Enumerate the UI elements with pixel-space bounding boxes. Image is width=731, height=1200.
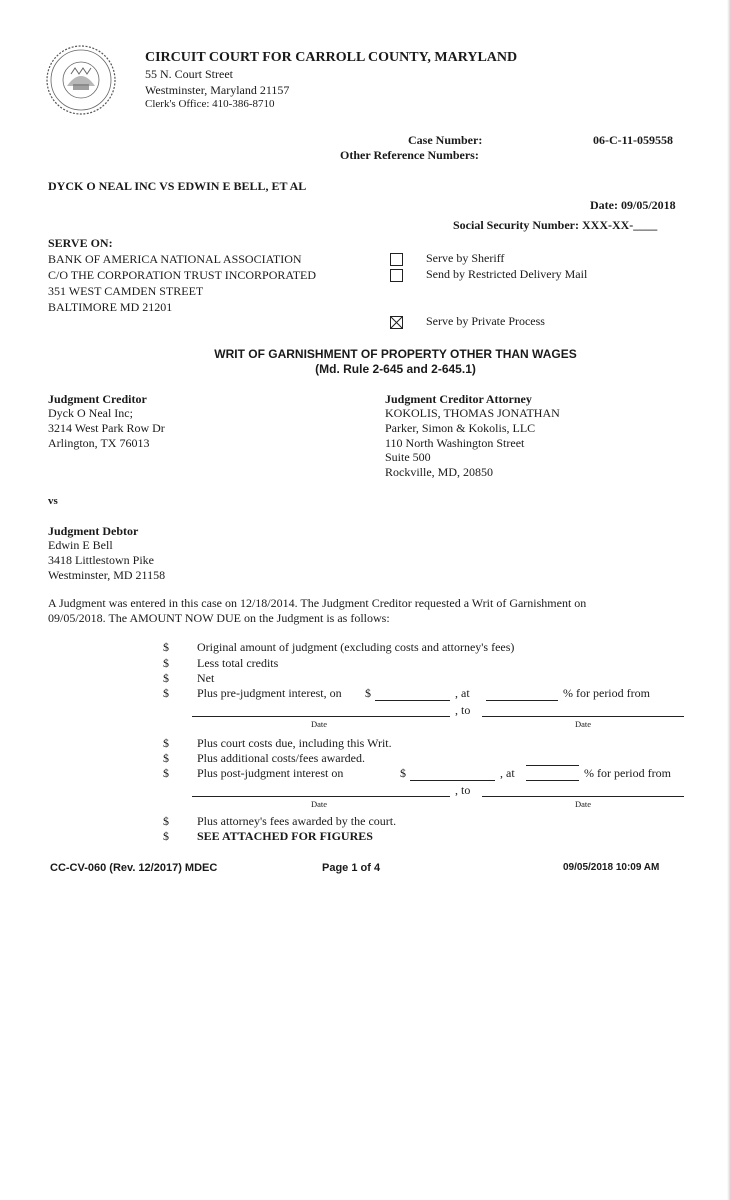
attorney-line: Suite 500 — [385, 450, 431, 464]
post-judgment-to-date-field[interactable] — [482, 796, 684, 797]
date-caption: Date — [311, 799, 328, 809]
see-attached-note: SEE ATTACHED FOR FIGURES — [197, 829, 373, 843]
post-judgment-dollar: $ — [400, 766, 406, 780]
attorney-line: KOKOLIS, THOMAS JONATHAN — [385, 406, 560, 420]
case-number-label: Case Number: — [408, 133, 483, 147]
amount-item: Plus court costs due, including this Writ. — [197, 736, 392, 750]
dollar-sign: $ — [163, 736, 169, 750]
to-label: , to — [455, 783, 471, 797]
attorney-line: Parker, Simon & Kokolis, LLC — [385, 421, 536, 435]
date-caption: Date — [575, 719, 592, 729]
amount-item: Less total credits — [197, 656, 279, 670]
amount-item: Plus pre-judgment interest, on — [197, 686, 342, 700]
court-address-line1: 55 N. Court Street — [145, 67, 233, 81]
amount-item: Net — [197, 671, 215, 685]
dollar-sign: $ — [163, 656, 169, 670]
other-reference-label: Other Reference Numbers: — [340, 148, 479, 162]
writ-subtitle: (Md. Rule 2-645 and 2-645.1) — [315, 362, 476, 376]
checkmark-x-icon — [391, 317, 402, 328]
court-seal — [45, 44, 117, 116]
debtor-line: Westminster, MD 21158 — [48, 568, 166, 582]
print-timestamp: 09/05/2018 10:09 AM — [563, 862, 660, 873]
debtor-heading: Judgment Debtor — [48, 524, 139, 538]
date-caption: Date — [575, 799, 592, 809]
restricted-delivery-label: Send by Restricted Delivery Mail — [426, 267, 588, 281]
serve-on-heading: SERVE ON: — [48, 236, 113, 250]
scan-edge — [727, 0, 731, 1200]
post-judgment-from-date-field[interactable] — [192, 796, 450, 797]
attorney-line: 110 North Washington Street — [385, 436, 525, 450]
dollar-sign: $ — [163, 766, 169, 780]
statement-line2: 09/05/2018. The AMOUNT NOW DUE on the Judgment is as follows: — [48, 611, 390, 625]
statement-line1: A Judgment was entered in this case on 12/18/2014. The Judgment Creditor requested a Writ of Garnishment on — [48, 596, 587, 610]
serve-by-sheriff-checkbox[interactable] — [390, 253, 403, 266]
creditor-line: 3214 West Park Row Dr — [48, 421, 165, 435]
clerk-phone: Clerk's Office: 410-386-8710 — [145, 98, 275, 110]
dollar-sign: $ — [163, 640, 169, 654]
attorney-line: Rockville, MD, 20850 — [385, 465, 493, 479]
at-label: , at — [500, 766, 515, 780]
creditor-heading: Judgment Creditor — [48, 392, 147, 406]
debtor-line: Edwin E Bell — [48, 538, 113, 552]
debtor-line: 3418 Littlestown Pike — [48, 553, 154, 567]
creditor-line: Dyck O Neal Inc; — [48, 406, 133, 420]
pre-judgment-dollar: $ — [365, 686, 371, 700]
pre-judgment-from-date-field[interactable] — [192, 716, 450, 717]
serve-on-line: BANK OF AMERICA NATIONAL ASSOCIATION — [48, 252, 302, 266]
dollar-sign: $ — [163, 671, 169, 685]
case-caption: DYCK O NEAL INC VS EDWIN E BELL, ET AL — [48, 179, 307, 193]
private-process-label: Serve by Private Process — [426, 314, 545, 328]
restricted-delivery-checkbox[interactable] — [390, 269, 403, 282]
creditor-line: Arlington, TX 76013 — [48, 436, 150, 450]
vs-label: vs — [48, 495, 58, 507]
pre-judgment-to-date-field[interactable] — [482, 716, 684, 717]
pct-period-label: % for period from — [584, 766, 671, 780]
form-id: CC-CV-060 (Rev. 12/2017) MDEC — [50, 862, 218, 874]
ssn-label: Social Security Number: XXX-XX-____ — [453, 218, 658, 232]
serve-on-line: BALTIMORE MD 21201 — [48, 300, 173, 314]
amount-item: Plus post-judgment interest on — [197, 766, 344, 780]
pre-judgment-rate-field[interactable] — [486, 700, 558, 701]
page-number: Page 1 of 4 — [322, 862, 381, 874]
serve-on-line: C/O THE CORPORATION TRUST INCORPORATED — [48, 268, 317, 282]
dollar-sign: $ — [163, 814, 169, 828]
amount-item: Plus attorney's fees awarded by the court. — [197, 814, 397, 828]
writ-title: WRIT OF GARNISHMENT OF PROPERTY OTHER THAN WAGES — [214, 347, 577, 361]
private-process-checkbox[interactable] — [390, 316, 403, 329]
post-judgment-rate-underline — [526, 780, 579, 781]
court-name: CIRCUIT COURT FOR CARROLL COUNTY, MARYLAND — [145, 50, 518, 65]
amount-item: Plus additional costs/fees awarded. — [197, 751, 365, 765]
at-label: , at — [455, 686, 470, 700]
post-judgment-rate-field[interactable] — [526, 765, 579, 766]
date-label: Date: 09/05/2018 — [590, 198, 676, 212]
dollar-sign: $ — [163, 751, 169, 765]
amount-item: Original amount of judgment (excluding costs and attorney's fees) — [197, 640, 515, 654]
attorney-heading: Judgment Creditor Attorney — [385, 392, 532, 406]
case-number: 06-C-11-059558 — [593, 133, 673, 147]
to-label: , to — [455, 703, 471, 717]
serve-by-sheriff-label: Serve by Sheriff — [426, 251, 505, 265]
dollar-sign: $ — [163, 829, 169, 843]
court-address-line2: Westminster, Maryland 21157 — [145, 83, 290, 97]
serve-on-line: 351 WEST CAMDEN STREET — [48, 284, 204, 298]
post-judgment-amount-field[interactable] — [410, 780, 495, 781]
pct-period-label: % for period from — [563, 686, 650, 700]
pre-judgment-amount-field[interactable] — [375, 700, 450, 701]
date-caption: Date — [311, 719, 328, 729]
dollar-sign: $ — [163, 686, 169, 700]
